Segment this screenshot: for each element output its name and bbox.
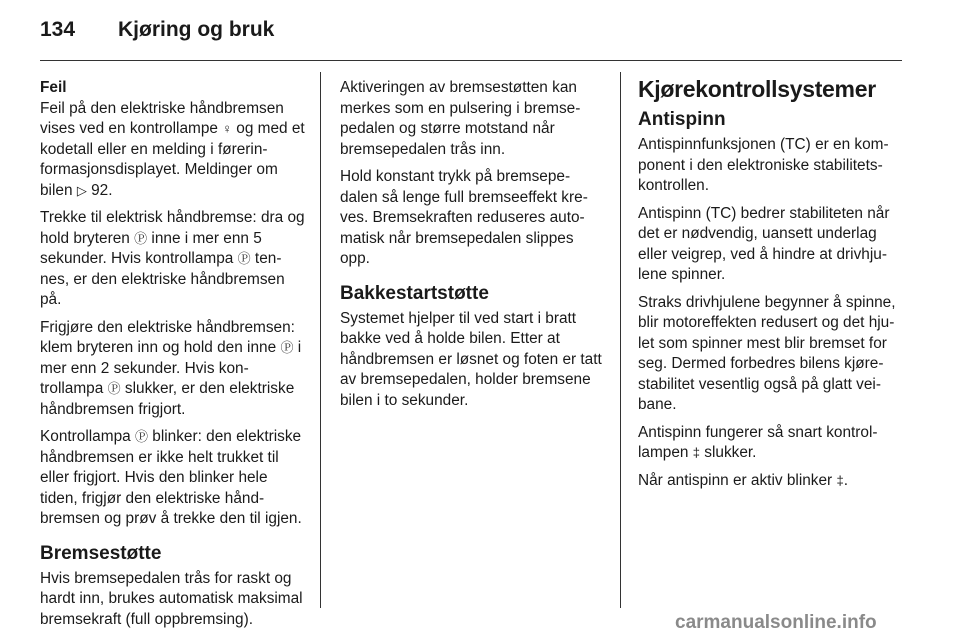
traction-control-icon: ‡ xyxy=(692,445,700,460)
bakkestartstotte-heading: Bakkestartstøtte xyxy=(340,282,489,304)
column-divider xyxy=(620,72,621,608)
traction-control-icon: ‡ xyxy=(836,472,844,488)
bremsestotte-heading: Bremsestøtte xyxy=(40,542,162,564)
column-2 xyxy=(340,78,602,411)
park-brake-icon: Ⓟ xyxy=(237,251,251,266)
section-heading: Kjørekontrollsystemer xyxy=(638,76,876,102)
page-title: Kjøring og bruk xyxy=(118,18,275,41)
reference-arrow-icon: ▷ xyxy=(76,182,87,198)
paragraph: Antispinn (TC) bedrer stabiliteten når det er nødvendig, uansett underlag eller veigrep, ved å hindre at drivhjulene spinner. xyxy=(638,204,890,283)
column-divider xyxy=(320,72,321,608)
park-brake-icon: Ⓟ xyxy=(134,429,148,444)
column-1: Feil Feil på den elektriske håndbremsen vises ved en kontrollampe ♀ og med et kodetall eller en melding i førerinformasjonsdisplayet. Meldinger om bilen ▷ 92. Trekke til elektrisk håndbremse: dra og hold bryteren Ⓟ inne i mer enn 5 sekunder. Hvis kontrollampa Ⓟ tennes, er den elektriske håndbremsen på. Frigjøre den elektriske håndbremsen: klem bryteren inn og hold den inne Ⓟ i mer enn 2 sekunder. Hvis kontrollampa Ⓟ slukker, er den elektriske håndbremsen frigjort. Kontrollampa Ⓟ blinker: den elektriske håndbremsen er ikke helt trukket til eller frigjort. Hvis den blinker hele tiden, frigjør den elektriske håndbremsen og prøv å trekke den til igjen. Bremsestøtte Hvis bremsepedalen trås for raskt og hardt inn, brukes automatisk maksimal bremsekraft (full oppbremsing). xyxy=(40,78,305,630)
feil-heading: Feil xyxy=(40,79,67,96)
antispinn-heading: Antispinn xyxy=(638,109,726,130)
watermark: carmanualsonline.info xyxy=(675,612,877,633)
column-3: Kjørekontrollsystemer Antispinn Antispinnfunksjonen (TC) er en komponent i den elektroniske stabilitetskontrollen. Antispinn (TC) bedrer stabiliteten når det er nødvendig, uansett underlag eller veigrep, ved å hindre at drivhjulene spinner. Straks drivhjulene begynner å spinne, blir motoreffekten redusert og det hjulet som spinner mest blir bremset for seg. Dermed forbedres bilens kjørestabilitet vesentlig også på glatt veibane. Antispinn fungerer så snart kontrollampen ‡ slukker. Når antispinn er aktiv blinker ‡. xyxy=(638,78,904,491)
page-number: 134 xyxy=(40,18,76,41)
park-brake-icon: Ⓟ xyxy=(107,381,121,396)
paragraph: Hold konstant trykk på bremsepedalen så lenge full bremseeffekt kreves. Bremsekraften reduseres automatisk når bremsepedalen slippes opp. xyxy=(340,168,588,267)
paragraph: Straks drivhjulene begynner å spinne, blir motoreffekten redusert og det hjulet som spinner mest blir bremset for seg. Dermed forbedres bilens kjørestabilitet vesentlig også på glatt veibane. xyxy=(638,293,896,413)
park-brake-icon: Ⓟ xyxy=(134,230,148,246)
header-rule xyxy=(40,60,902,61)
park-brake-icon: Ⓟ xyxy=(280,340,294,355)
paragraph: Antispinnfunksjonen (TC) er en komponent i den elektroniske stabilitetskontrollen. xyxy=(638,136,889,194)
warning-lamp-icon: ♀ xyxy=(222,121,232,136)
paragraph: Aktiveringen av bremsestøtten kan merkes som en pulsering i bremsepedalen og større motstand når bremsepedalen trås inn. xyxy=(340,79,581,158)
paragraph: Hvis bremsepedalen trås for raskt og hardt inn, brukes automatisk maksimal bremsekraft (full oppbremsing). xyxy=(40,569,303,628)
paragraph: Systemet hjelper til ved start i bratt bakke ved å holde bilen. Etter at håndbremsen er løsnet og foten er tatt av bremsepedalen, holder bremsene bilen i to sekunder. xyxy=(340,309,602,409)
